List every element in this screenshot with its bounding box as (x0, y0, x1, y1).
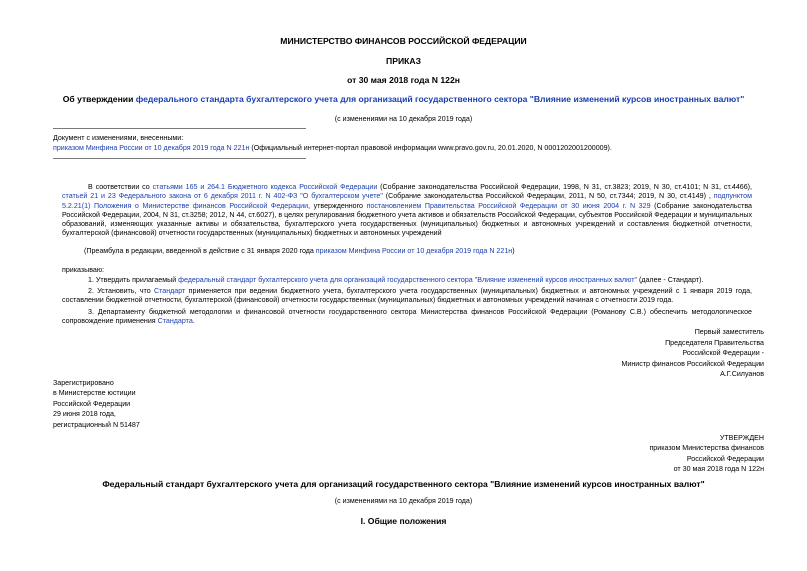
preamble-text-2: (Собрание законодательства Российской Федерации, 1998, N 31, ст.3823; 2019, N 30, ст.4101; N 31, ст.4466), (377, 183, 753, 191)
order-item-3-suffix: . (192, 317, 195, 326)
doc-type-heading: ПРИКАЗ (386, 56, 421, 66)
changes-link[interactable]: приказом Минфина России от 10 декабря 2019 года N 221н (53, 144, 250, 152)
preamble-text-5: (Собрание законодательства Российской Федерации, 2004, N 31, ст.3258; 2012, N 44, ст.6027), в целях регулирования бюджетного учета активов и обязательств Российской Федерации, субъектов Российской Федерации и муниципальных образований, изменяющих указанные активы и обязательства, бухгалтерского учета государственных (муниципальных) бюджетных и автономных учреждений и составления бюджетной отчетности, бухгалтерской (финансовой) отчетности государственных (муниципальных) бюджетных и автономных учреждений (62, 201, 752, 238)
standard-link-3[interactable]: Стандарта (157, 317, 193, 326)
approved-line: УТВЕРЖДЕН (719, 434, 764, 442)
signature-line: Министр финансов Российской Федерации (621, 359, 764, 368)
changes-rest: (Официальный интернет-портал правовой информации www.pravo.gov.ru, 20.01.2020, N 0001202001200009). (249, 144, 612, 152)
doc-title-prefix: Об утверждении (62, 94, 136, 104)
federal-law-link[interactable]: статьей 21 и 23 Федерального закона от 6 декабря 2011 г. N 402-ФЗ "О бухгалтерском учете" (62, 192, 383, 201)
revision-note: (с изменениями на 10 декабря 2019 года) (334, 115, 473, 123)
signature-line: Председателя Правительства (665, 338, 764, 347)
doc-title-link[interactable]: федерального стандарта бухгалтерского учета для организаций государственного сектора "Влияние изменений курсов иностранных валют" (135, 94, 745, 104)
standard-link-2[interactable]: Стандарт (154, 287, 186, 295)
order-item-2 (62, 287, 752, 306)
order-item-3-prefix: 3. Департаменту бюджетной методологии и финансовой отчетности государственного сектора Министерства финансов Российской Федерации (Романову С.В.) обеспечить методологическое сопровождение применения (62, 308, 752, 326)
signature-block (622, 327, 765, 380)
preamble-text-1: В соответствии со (88, 183, 153, 191)
signature-line: Первый заместитель (694, 328, 764, 336)
preamble-note-link[interactable]: приказом Минфина России от 10 декабря 2019 года N 221н (315, 247, 513, 255)
registration-block (53, 378, 140, 430)
order-intro: приказываю: (62, 266, 105, 274)
doc-date-heading: от 30 мая 2018 года N 122н (347, 75, 460, 85)
preamble-text-4: , утвержденного (308, 201, 367, 210)
approved-line: от 30 мая 2018 года N 122н (673, 465, 764, 474)
changes-rule-top (53, 128, 306, 129)
preamble-text-3: (Собрание законодательства Российской Федерации, 2011, N 50, ст.7344; 2019, N 30, ст.4149) , (382, 192, 714, 201)
regulation-link[interactable]: подпунктом 5.2.21(1) Положения о Министерстве финансов Российской Федерации (62, 192, 752, 210)
standard-title: Федеральный стандарт бухгалтерского учета для организаций государственного сектора "Влияние изменений курсов иностранных валют" (102, 479, 705, 489)
signature-line: Российской Федерации - (682, 349, 764, 358)
changes-line2 (53, 144, 773, 153)
changes-rule-bottom (53, 158, 306, 159)
registration-number: регистрационный N 51487 (53, 420, 140, 429)
approved-line: приказом Министерства финансов (649, 444, 764, 453)
preamble-paragraph (62, 183, 752, 239)
order-item-1-suffix: (далее - Стандарт). (636, 276, 704, 284)
registration-line: Зарегистрировано (53, 379, 114, 387)
section-heading: I. Общие положения (360, 516, 447, 526)
registration-line: Российской Федерации (53, 399, 131, 408)
standard-revision: (с изменениями на 10 декабря 2019 года) (334, 497, 473, 505)
order-item-3 (62, 308, 752, 327)
changes-line1: Документ с изменениями, внесенными: (53, 134, 184, 142)
order-item-2-suffix: применяется при ведении бюджетного учета, бухгалтерского учета государственных (муниципальных) бюджетных и автономных учреждений с 1 января 2019 года, составлении бюджетной отчетности, бухгалтерской (финансовой) отчетности государственных (муниципальных) бюджетных и автономных учреждений начиная с отчетности 2019 года. (62, 287, 752, 305)
ministry-heading: МИНИСТЕРСТВО ФИНАНСОВ РОССИЙСКОЙ ФЕДЕРАЦИИ (280, 36, 527, 46)
doc-title (0, 94, 807, 104)
order-item-2-prefix: 2. Установить, что (88, 287, 155, 295)
preamble-note-prefix: (Преамбула в редакции, введенной в действие с 31 января 2020 года (84, 247, 316, 255)
approved-line: Российской Федерации (686, 454, 764, 463)
order-item-1 (62, 276, 752, 285)
standard-link[interactable]: федеральный стандарт бухгалтерского учета для организаций государственного сектора "Влияние изменений курсов иностранных валют" (178, 276, 637, 284)
budget-code-link[interactable]: статьями 165 и 264.1 Бюджетного кодекса Российской Федерации (152, 183, 378, 191)
order-item-1-prefix: 1. Утвердить прилагаемый (88, 276, 179, 284)
signature-signer: А.Г.Силуанов (720, 370, 764, 379)
registration-line: 29 июня 2018 года, (53, 410, 116, 419)
preamble-note-suffix: ) (512, 247, 515, 255)
preamble-note (84, 247, 764, 256)
approved-block (649, 433, 764, 475)
government-decree-link[interactable]: постановлением Правительства Российской Федерации от 30 июня 2004 г. N 329 (366, 201, 651, 210)
registration-line: в Министерстве юстиции (53, 389, 136, 398)
